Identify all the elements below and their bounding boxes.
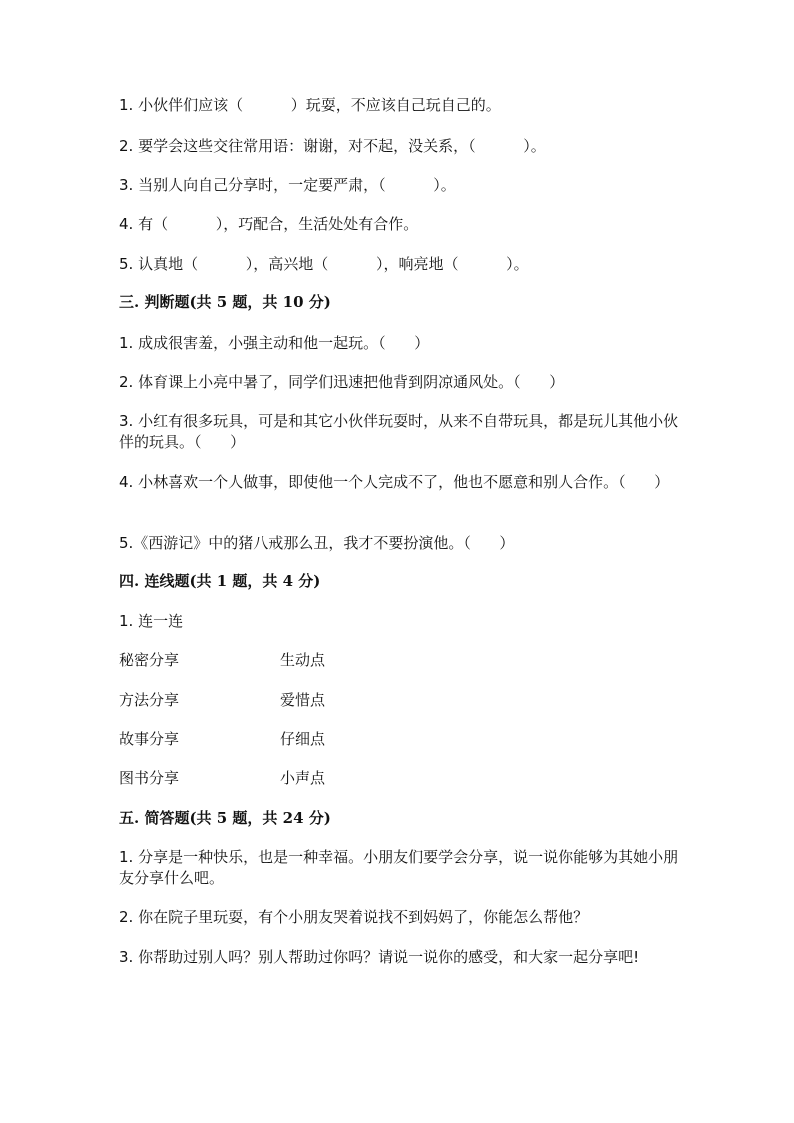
fill-blank-item-2: 2. 要学会这些交往常用语：谢谢，对不起，没关系，（ ）。 [119,137,546,155]
fill-blank-item-5: 5. 认真地（ ），高兴地（ ），响亮地（ ）。 [119,255,529,273]
short-answer-item-1: 1. 分享是一种快乐，也是一种幸福。小朋友们要学会分享，说一说你能够为其她小朋友分享什么吧。 [119,848,679,887]
short-answer-item-3: 3. 你帮助过别人吗？别人帮助过你吗？请说一说你的感受，和大家一起分享吧! [119,948,640,966]
match-left-item-1: 秘密分享 [119,651,180,669]
match-left-item-4: 图书分享 [119,769,180,787]
section-4-heading: 四. 连线题(共 1 题，共 4 分) [119,572,321,590]
fill-blank-item-4: 4. 有（ ），巧配合，生活处处有合作。 [119,215,419,233]
fill-blank-item-3: 3. 当别人向自己分享时，一定要严肃，（ ）。 [119,176,456,194]
match-right-item-3: 仔细点 [280,730,326,748]
match-right-item-4: 小声点 [280,769,326,787]
judge-item-5: 5.《西游记》中的猪八戒那么丑，我才不要扮演他。（ ） [119,534,515,552]
matching-prompt: 1. 连一连 [119,612,184,630]
judge-item-3: 3. 小红有很多玩具，可是和其它小伙伴玩耍时，从来不自带玩具，都是玩儿其他小伙伴的玩具。（ ） [119,412,679,451]
fill-blank-item-1: 1. 小伙伴们应该（ ）玩耍，不应该自己玩自己的。 [119,96,501,114]
short-answer-item-2: 2. 你在院子里玩耍，有个小朋友哭着说找不到妈妈了，你能怎么帮他？ [119,908,589,926]
section-3-heading: 三. 判断题(共 5 题，共 10 分) [119,293,331,311]
judge-item-1: 1. 成成很害羞，小强主动和他一起玩。（ ） [119,334,430,352]
judge-item-2: 2. 体育课上小亮中暑了，同学们迅速把他背到阴凉通风处。（ ） [119,373,565,391]
judge-item-4: 4. 小林喜欢一个人做事，即使他一个人完成不了，他也不愿意和别人合作。（ ） [119,473,670,491]
section-5-heading: 五. 简答题(共 5 题，共 24 分) [119,809,331,827]
match-right-item-1: 生动点 [280,651,326,669]
match-right-item-2: 爱惜点 [280,691,326,709]
match-left-item-2: 方法分享 [119,691,180,709]
match-left-item-3: 故事分享 [119,730,180,748]
